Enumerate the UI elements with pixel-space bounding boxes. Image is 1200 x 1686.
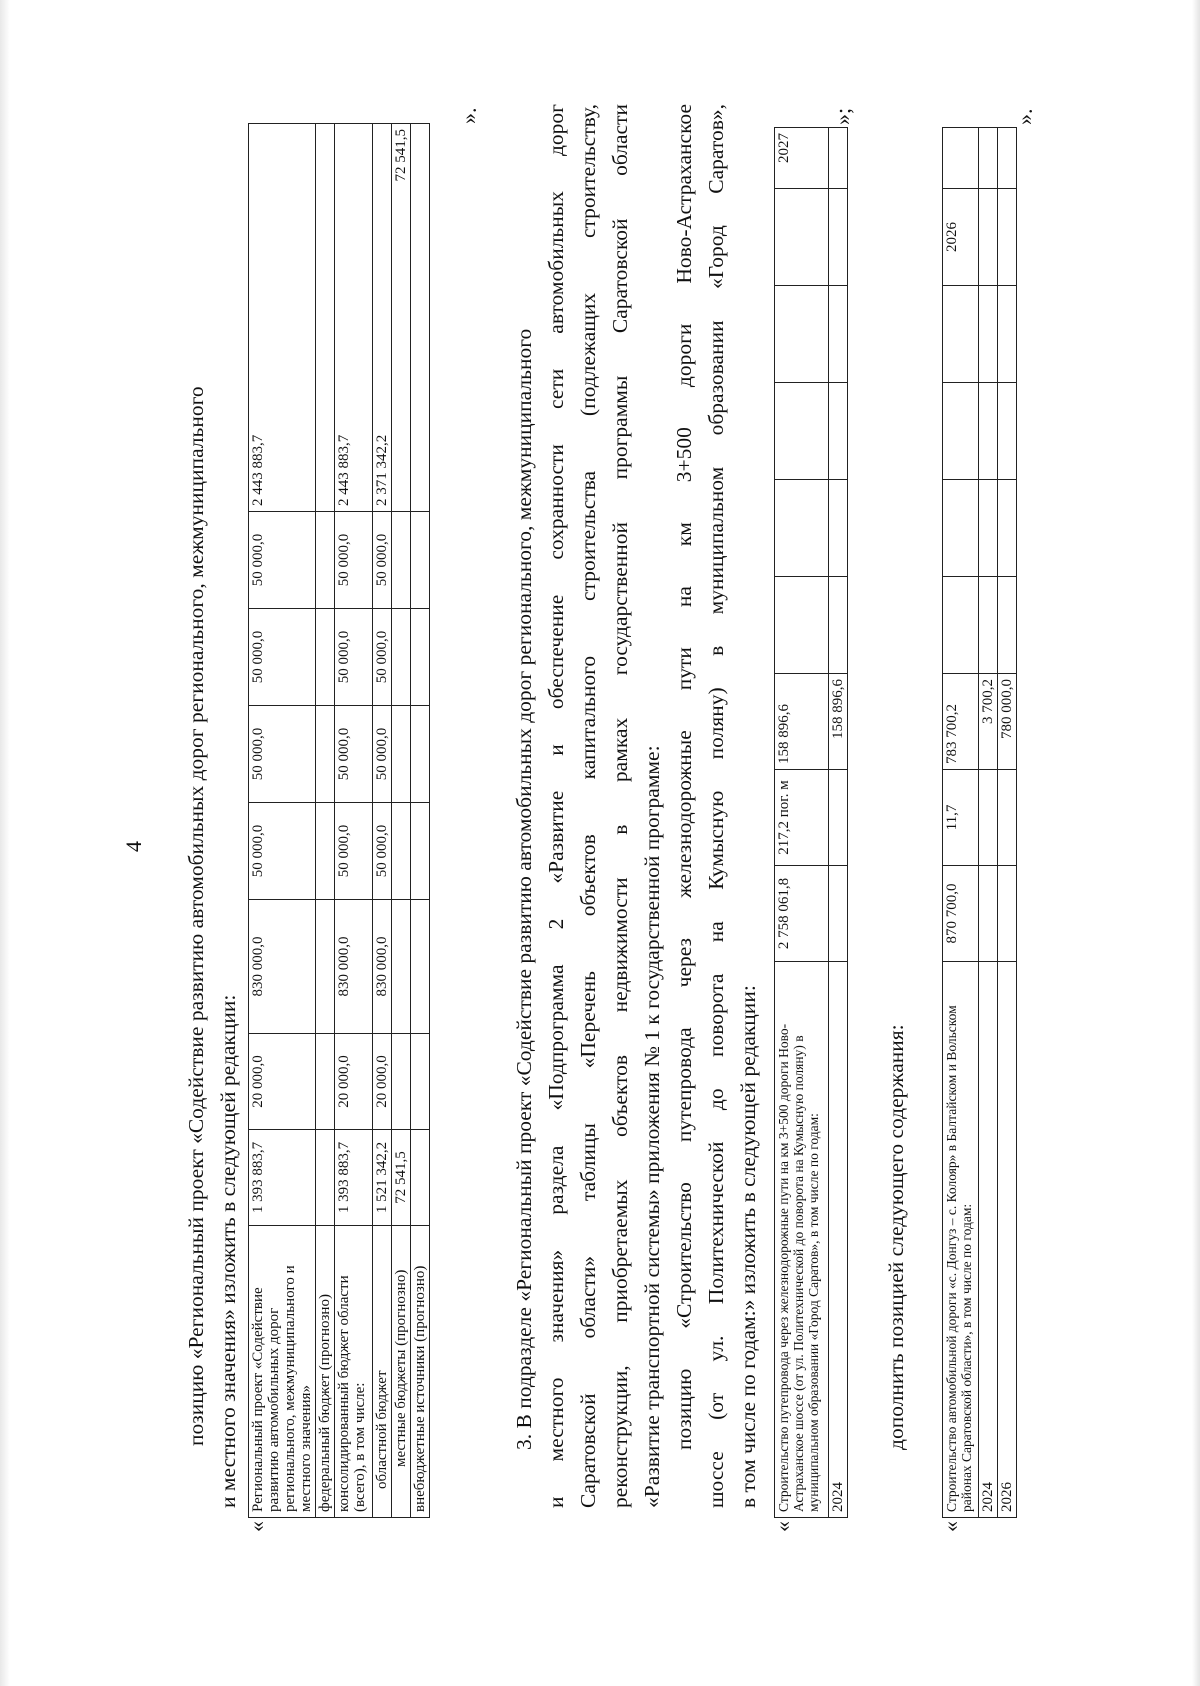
cell [775, 577, 829, 674]
table-row [411, 124, 430, 1518]
cell: 50 000,0 [373, 706, 392, 803]
cell [829, 866, 848, 962]
cell [316, 512, 335, 609]
amount-cell: 158 896,6 [775, 674, 829, 770]
financing-table [248, 123, 430, 1518]
cell [316, 124, 335, 512]
capacity-cell: 11,7 [943, 770, 979, 866]
sub-year-label: 2024 [979, 962, 998, 1518]
para2-line1: 3. В подразделе «Региональный проект «Содействие развитию автомобильных дорог регионального, межмуниципального [512, 328, 536, 1450]
row-label: внебюджетные источники (прогнозно) [411, 1226, 430, 1518]
table-row [829, 128, 848, 1518]
cell: 72 541,5 [392, 1130, 411, 1226]
sub-year-label: 2026 [998, 962, 1017, 1518]
table-row [392, 124, 411, 1518]
cell [829, 286, 848, 383]
cell [998, 480, 1017, 577]
cell: 50 000,0 [249, 803, 316, 900]
table-row [775, 128, 829, 1518]
cell: 50 000,0 [249, 609, 316, 706]
table2-close-quote: »; [830, 107, 855, 125]
cell [775, 383, 829, 480]
cell [775, 286, 829, 383]
cell [943, 577, 979, 674]
amount-cell: 783 700,2 [943, 674, 979, 770]
cell: 830 000,0 [335, 900, 373, 1034]
capacity-cell: 217,2 пог. м [775, 770, 829, 866]
cell: 2 443 883,7 [335, 124, 373, 512]
sub-amount-cell: 780 000,0 [998, 674, 1017, 770]
para3-line1: позицию «Строительство путепровода через железнодорожные пути на км 3+500 дороги Ново-Астраханское [672, 104, 696, 1450]
object-label: Строительство путепровода через железнодорожные пути на км 3+500 дороги Ново-Астраханское шоссе (от ул. Политехнической до поворота на Кумысную поляну) в муниципальном образовании «Город Саратов», в том числе по годам: [775, 962, 829, 1518]
para3-line2: шоссе (от ул. Политехнической до поворота на Кумысную поляну) в муниципальном образовании «Город Саратов», [704, 104, 728, 1508]
cell [829, 128, 848, 189]
cell [998, 383, 1017, 480]
cell [392, 512, 411, 609]
cell [316, 1034, 335, 1130]
cell [411, 706, 430, 803]
cell [829, 770, 848, 866]
sub-amount-cell: 3 700,2 [979, 674, 998, 770]
cell: 20 000,0 [249, 1034, 316, 1130]
cell: 50 000,0 [373, 609, 392, 706]
cell: 50 000,0 [249, 706, 316, 803]
cell [943, 480, 979, 577]
cell: 50 000,0 [373, 803, 392, 900]
cell [411, 1034, 430, 1130]
table3-close-quote: ». [1012, 108, 1037, 125]
cell [316, 803, 335, 900]
cell [979, 770, 998, 866]
cell [979, 480, 998, 577]
para2-line3: Саратовской области» таблицы «Перечень объектов капитального строительства (подлежащих строительству, [576, 104, 600, 1508]
cell [411, 1130, 430, 1226]
cell: 50 000,0 [335, 609, 373, 706]
cell: 20 000,0 [335, 1034, 373, 1130]
para1-line2: и местного значения» изложить в следующей редакции: [216, 994, 240, 1508]
cell [411, 512, 430, 609]
cell: 2 443 883,7 [249, 124, 316, 512]
cell [392, 803, 411, 900]
cell [411, 609, 430, 706]
para2-line5: «Развитие транспортной системы» приложения № 1 к государственной программе: [640, 745, 664, 1508]
cell [775, 189, 829, 286]
cell: 50 000,0 [373, 512, 392, 609]
row-label: областной бюджет [373, 1226, 392, 1518]
cell: 2 371 342,2 [373, 124, 392, 512]
para1-line1: позицию «Региональный проект «Содействие развитию автомобильных дорог регионального, межмуниципального [184, 386, 208, 1446]
para4: дополнить позицией следующего содержания: [884, 1024, 908, 1450]
cell [979, 128, 998, 189]
cost-cell: 870 700,0 [943, 866, 979, 962]
cell [392, 900, 411, 1034]
cell [979, 286, 998, 383]
table1-close-quote: ». [456, 107, 481, 124]
cost-cell: 2 758 061,8 [775, 866, 829, 962]
table-row [249, 124, 316, 1518]
year-cell: 2026 [943, 189, 979, 286]
cell [998, 128, 1017, 189]
table-row [373, 124, 392, 1518]
cell [411, 900, 430, 1034]
cell [775, 480, 829, 577]
cell [316, 706, 335, 803]
para3-line3: в том числе по годам:» изложить в следующей редакции: [736, 985, 760, 1508]
object-label: Строительство автомобильной дороги «с. Донгуз – с. Колояр» в Балтайском и Вольском районах Саратовской области», в том числе по годам: [943, 962, 979, 1518]
table1-open-quote: « [244, 1521, 269, 1532]
year-cell: 2027 [775, 128, 829, 189]
object-table-overpass [774, 127, 848, 1518]
cell [316, 609, 335, 706]
cell [411, 124, 430, 512]
cell [943, 128, 979, 189]
page-number: 4 [121, 841, 146, 852]
cell [979, 383, 998, 480]
cell [998, 189, 1017, 286]
table-row [316, 124, 335, 1518]
cell [411, 803, 430, 900]
cell [392, 1034, 411, 1130]
cell [829, 383, 848, 480]
cell: 830 000,0 [249, 900, 316, 1034]
cell [829, 189, 848, 286]
cell: 1 393 883,7 [335, 1130, 373, 1226]
cell [943, 383, 979, 480]
cell [392, 609, 411, 706]
table3-open-quote: « [938, 1521, 963, 1532]
cell [998, 577, 1017, 674]
row-label: федеральный бюджет (прогнозно) [316, 1226, 335, 1518]
cell [392, 706, 411, 803]
cell [943, 286, 979, 383]
row-label: Региональный проект «Содействие развитию автомобильных дорог регионального, межмуниципального и местного значения» [249, 1226, 316, 1518]
cell: 50 000,0 [335, 803, 373, 900]
cell: 20 000,0 [373, 1034, 392, 1130]
object-table-road [942, 127, 1017, 1518]
row-label: консолидированный бюджет области (всего), в том числе: [335, 1226, 373, 1518]
table-row [943, 128, 979, 1518]
cell [998, 286, 1017, 383]
cell [998, 770, 1017, 866]
sub-year-label: 2024 [829, 962, 848, 1518]
cell [979, 866, 998, 962]
table-row [979, 128, 998, 1518]
para2-line2: и местного значения» раздела «Подпрограмма 2 «Развитие и обеспечение сохранности сети автомобильных дорог [544, 104, 568, 1508]
table2-open-quote: « [770, 1521, 795, 1532]
cell [316, 900, 335, 1034]
cell: 72 541,5 [392, 124, 411, 512]
sub-amount-cell: 158 896,6 [829, 674, 848, 770]
cell [829, 577, 848, 674]
cell: 50 000,0 [249, 512, 316, 609]
cell [316, 1130, 335, 1226]
cell: 1 393 883,7 [249, 1130, 316, 1226]
cell: 1 521 342,2 [373, 1130, 392, 1226]
cell [829, 480, 848, 577]
cell: 50 000,0 [335, 512, 373, 609]
para2-line4: реконструкции, приобретаемых объектов недвижимости в рамках государственной программы Саратовской области [608, 104, 632, 1508]
table-row [335, 124, 373, 1518]
cell: 830 000,0 [373, 900, 392, 1034]
row-label: местные бюджеты (прогнозно) [392, 1226, 411, 1518]
cell [979, 189, 998, 286]
table-row [998, 128, 1017, 1518]
cell: 50 000,0 [335, 706, 373, 803]
cell [979, 577, 998, 674]
cell [998, 866, 1017, 962]
